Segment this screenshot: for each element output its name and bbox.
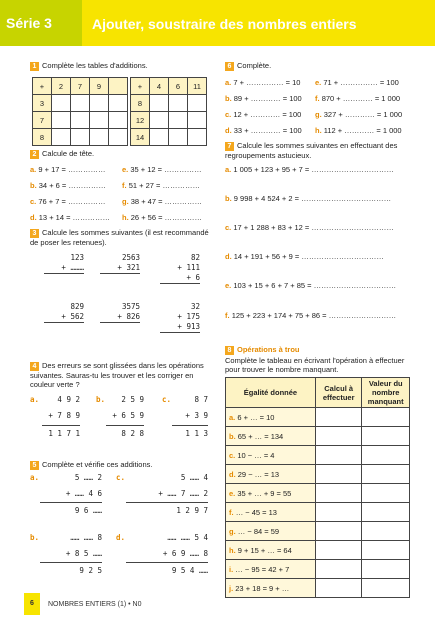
serie-label: Série 3 — [6, 15, 52, 31]
ex3-op-1: 123 + ……… — [44, 253, 84, 274]
ex7-item-d: d. 14 + 191 + 56 + 9 = …………………………… — [225, 252, 384, 261]
table-row: j. 23 + 18 = 9 + … — [226, 579, 410, 598]
ex6-item-e: e. 71 + …………… = 100 — [315, 78, 399, 87]
ex6-item-d: d. 33 + ………… = 100 — [225, 126, 302, 135]
ex7-item-a: a. 1 005 + 123 + 95 + 7 = …………………………… — [225, 165, 394, 174]
ex4-op-c-body: 8 7 + 3 9 1 1 3 — [172, 395, 208, 439]
ex5-op-d: d. — [116, 533, 126, 542]
ex6-item-h: h. 112 + ………… = 1 000 — [315, 126, 402, 135]
addition-table-1: + 2 7 9 3 7 8 — [32, 77, 128, 146]
ex5-op-d-body: …… …… 5 4 + 6 9 …… 8 9 5 4 …… — [126, 533, 208, 576]
page-number: 6 — [24, 593, 40, 615]
ex5-op-c-body: 5 …… 4 + …… 7 …… 2 1 2 9 7 — [126, 473, 208, 516]
ex2-item-b: b. 34 + 6 = …………… — [30, 181, 106, 190]
ex6-item-c: c. 12 + ………… = 100 — [225, 110, 302, 119]
table-row: b. 65 + … = 134 — [226, 427, 410, 446]
ex4-op-a: a. — [30, 395, 40, 404]
ex6-item-b: b. 89 + ………… = 100 — [225, 94, 302, 103]
ex4-op-b: b. — [96, 395, 106, 404]
ex4-op-c: c. — [162, 395, 172, 404]
ex6-instruction: 6 Complète. — [225, 61, 271, 71]
ex5-op-c: c. — [116, 473, 126, 482]
ex4-instruction: 4 Des erreurs se sont glissées dans les opérations suivantes. Sauras-tu les trouver et les corriger en couleur verte ? — [30, 361, 204, 389]
ex2-item-f: f. 51 + 27 = …………… — [122, 181, 200, 190]
ex6-item-f: f. 870 + ………… = 1 000 — [315, 94, 401, 103]
table-row: c. 10 − … = 4 — [226, 446, 410, 465]
col-valeur: Valeur du nombre manquant — [362, 378, 410, 408]
ex7-item-e: e. 103 + 15 + 6 + 7 + 85 = …………………………… — [225, 281, 397, 290]
ex5-instruction: 5 Complète et vérifie ces additions. — [30, 460, 152, 470]
ex5-op-a: a. — [30, 473, 40, 482]
table-row: d. 29 − … = 13 — [226, 465, 410, 484]
table-row: e. 35 + … + 9 = 55 — [226, 484, 410, 503]
table-row: g. … − 84 = 59 — [226, 522, 410, 541]
ex6-grid — [225, 78, 415, 135]
ex2-item-c: c. 76 + 7 = …………… — [30, 197, 106, 206]
ex2-instruction: 2 Calcule de tête. — [30, 149, 94, 159]
page-title: Ajouter, soustraire des nombres entiers — [92, 16, 357, 32]
table-row: h. 9 + 15 + … = 64 — [226, 541, 410, 560]
table-row: i. … − 95 = 42 + 7 — [226, 560, 410, 579]
ex3-op-6: 32 + 175 + 913 — [160, 302, 200, 333]
ex7-item-b: b. 9 998 + 4 524 + 2 = ……………………………… — [225, 194, 392, 203]
table-row: f. … − 45 = 13 — [226, 503, 410, 522]
addition-table-2: + 4 6 11 8 12 14 — [130, 77, 207, 146]
ex5-op-b-body: …… …… 8 + 8 5 …… 9 2 5 — [40, 533, 102, 576]
ex4-op-b-body: 2 5 9 + 6 5 9 8 2 8 — [106, 395, 144, 439]
ex7-item-c: c. 17 + 1 288 + 83 + 12 = …………………………… — [225, 223, 394, 232]
ex3-op-3: 82 + 111 + 6 — [160, 253, 200, 284]
ex7-item-f: f. 125 + 223 + 174 + 75 + 86 = ……………………… — [225, 311, 397, 320]
col-calcul: Calcul à effectuer — [315, 378, 362, 408]
col-egalite: Égalité donnée — [226, 378, 316, 408]
ex2-item-a: a. 9 + 17 = …………… — [30, 165, 106, 174]
ex3-instruction: 3 Calcule les sommes suivantes (il est recommandé de poser les retenues). — [30, 228, 209, 247]
table-row: a. 6 + … = 10 — [226, 408, 410, 427]
ex2-item-d: d. 13 + 14 = …………… — [30, 213, 111, 222]
ex5-op-a-body: 5 …… 2 + …… 4 6 9 6 …… — [40, 473, 102, 516]
footer-text: NOMBRES ENTIERS (1) • N0 — [48, 601, 142, 608]
ex3-op-4: 829 + 562 — [44, 302, 84, 323]
operations-table — [225, 377, 410, 598]
ex5-op-b: b. — [30, 533, 40, 542]
ex8-instruction: Complète le tableau en écrivant l'opération à effectuer pour trouver le nombre manquant. — [225, 356, 405, 374]
ex2-item-e: e. 35 + 12 = …………… — [122, 165, 202, 174]
ex2-item-g: g. 38 + 47 = …………… — [122, 197, 203, 206]
ex3-op-5: 3575 + 826 — [100, 302, 140, 323]
ex8-heading: 8 Opérations à trou — [225, 345, 300, 355]
ex4-op-a-body: 4 9 2 + 7 8 9 1 1 7 1 — [42, 395, 80, 439]
ex2-grid — [30, 165, 220, 222]
ex6-item-a: a. 7 + …………… = 10 — [225, 78, 301, 87]
ex1-instruction: 1 Complète les tables d'additions. — [30, 61, 148, 71]
ex6-item-g: g. 327 + ………… = 1 000 — [315, 110, 403, 119]
ex7-instruction: 7 Calcule les sommes suivantes en effectuant des regroupements astucieux. — [225, 141, 398, 160]
ex2-item-h: h. 26 + 56 = …………… — [122, 213, 203, 222]
ex3-op-2: 2563 + 321 — [100, 253, 140, 274]
